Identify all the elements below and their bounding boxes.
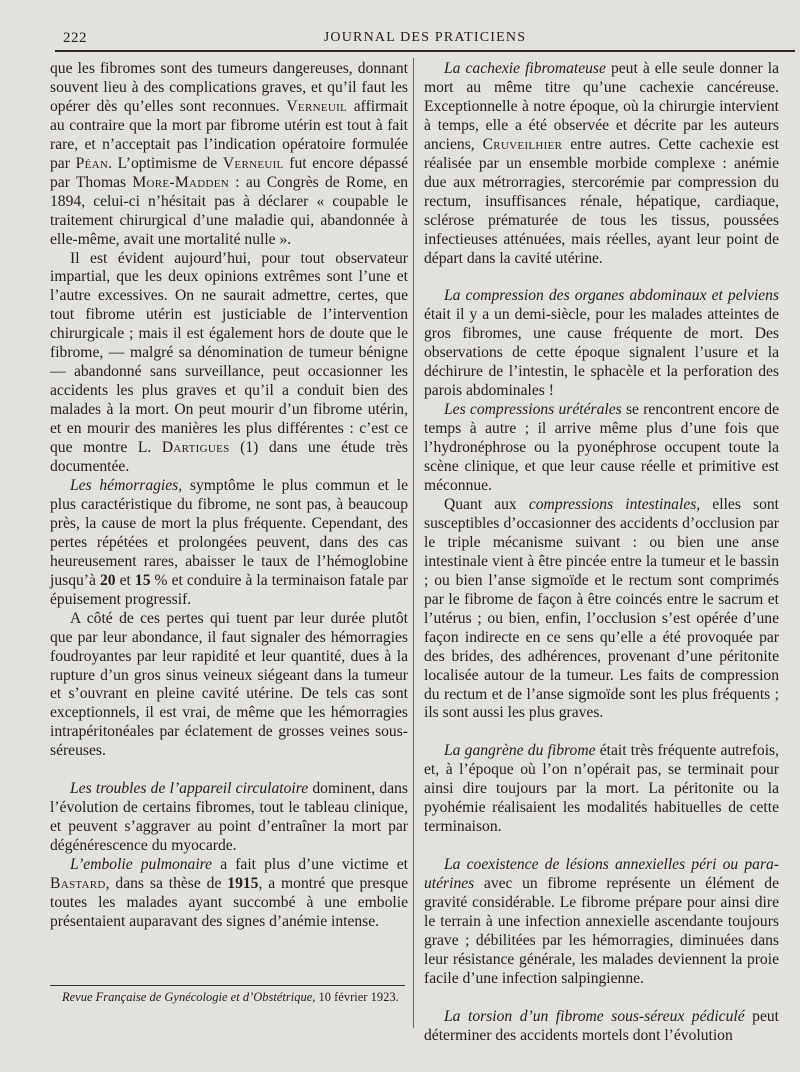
paragraph-embolie <box>50 856 408 932</box>
section-lead: La torsion d’un fibrome sous-séreux pédiculé <box>444 1007 745 1025</box>
text: était très fréquente autrefois, et, à l’époque où l’on n’opérait pas, se terminait pour ainsi dire toujours par la mort. La péritonite ou la pyohémie réalisaient les modalités habituelles de cette terminaison. <box>424 742 779 836</box>
paragraph-cachexie <box>424 60 779 268</box>
text: , a montré que presque toutes les malades ayant succombé à une embolie présentaient auparavant des signes d’anémie intense. <box>50 875 408 930</box>
text: , dans sa thèse de <box>105 875 228 893</box>
paragraph-hemorragies <box>50 477 408 610</box>
text: entre autres. Cette cachexie est réalisée par un ensemble morbide complexe : anémie due aux métrorragies, stercorémie par compression du rectum, insuffisances rénale, hépatique, cardiaque, sclérose prématurée de tous les tissus, poussées infectieuses atténuées, mais réelles, ayant leur point de départ dans la cavité utérine. <box>424 135 779 267</box>
number: 1915 <box>227 875 259 893</box>
number: 20 <box>99 571 116 589</box>
journal-title: JOURNAL DES PRATICIENS <box>323 30 527 45</box>
section-lead: La gangrène du fibrome <box>444 742 596 760</box>
author-name: More-Madden <box>132 173 230 191</box>
text: elles sont susceptibles d’occasionner des accidents d’occlusion par le triple mécanisme suivant : ou bien une anse intestinale vient à être pincée entre la tumeur et le bassin ; ou bien l’anse sigmoïde et le rectum sont comprimés par le fibrome de façon à être coincés entre le sacrum et l’utérus ; ou bien, enfin, l’occlusion s’est opérée d’une façon indirecte en ce sens qu’elle a été provoquée par des brides, des adhérences, provenant d’une péritonite localisée autour de la tumeur. Les faits de compression du rectum et de l’anse sigmoïde sont les plus fréquents ; ils sont aussi les plus graves. <box>424 495 779 722</box>
section-lead: L’embolie pulmonaire <box>70 856 213 874</box>
text: peut déterminer des accidents mortels dont l’évolution <box>424 1007 780 1044</box>
text: dominent, dans l’évolution de certains fibromes, tout le tableau clinique, et peuvent s’aggraver au point d’entraîner la mort par dégénérescence du myocarde. <box>50 780 409 855</box>
author-name: Verneuil <box>222 154 284 172</box>
text: % et conduire à la terminaison fatale par épuisement progressif. <box>50 571 408 608</box>
text: Il est évident aujourd’hui, pour tout observateur impartial, que les deux opinions extrêmes sont l’une et l’autre excessives. On ne saurait admettre, certes, que tout fibrome utérin est justiciable de l’intervention chirurgicale ; mais il est également hors de doute que le fibrome, — malgré sa dénomination de tumeur bénigne — abandonné sans surveillance, peut occasionner les accidents les plus graves et qu’il a conduit bien des malades à la mort. On peut mourir d’un fibrome utérin, et en mourir des manières les plus différentes : c’est ce que montre L. <box>50 249 408 457</box>
text: a fait plus d’une victime et <box>212 856 408 874</box>
author-name: Péan <box>75 154 109 172</box>
left-column <box>50 60 408 932</box>
footnote-source: Revue Française de Gynécologie et d’Obstétrique, <box>62 990 316 1004</box>
section-lead: Les troubles de l’appareil circulatoire <box>70 780 309 798</box>
paragraph-ureterales <box>424 401 779 496</box>
text: affirmait au contraire que la mort par fibrome utérin est tout à fait rare, et n’acceptait pas l’indication opératoire formulée par <box>50 97 408 172</box>
text: avec un fibrome représente un élément de gravité considérable. Le fibrome prépare pour ainsi dire le terrain à une infection annexielle ascendante toujours grave ; débilitées par les hémorragies, diminuées dans leur résistance générale, les malades deviennent la proie facile d’une infection salpingienne. <box>424 875 779 987</box>
right-column <box>424 60 779 1046</box>
paragraph-annexielles <box>424 856 779 989</box>
text: fut encore dépassé par Thomas <box>50 154 409 191</box>
paragraph-fibromes-opinions <box>50 60 408 250</box>
footnote-date: 10 février 1923. <box>315 990 399 1004</box>
section-lead: Les hémorragies, <box>70 476 183 494</box>
text: peut à elle seule donner la mort au même titre qu’une cachexie cancéreuse. Exceptionnelle à notre époque, où la chirurgie intervient à temps, elle a été observée et décrite par les auteurs anciens, <box>424 60 779 153</box>
paragraph-torsion <box>424 1008 779 1046</box>
paragraph-evident <box>50 250 408 477</box>
section-lead: compressions intestinales, <box>528 495 701 513</box>
text: . L’optimisme de <box>108 154 223 172</box>
author-name: Verneuil <box>286 97 348 115</box>
paragraph-intestinales <box>424 496 779 723</box>
section-lead: La coexistence de lésions annexielles péri ou para-utérines <box>424 856 779 893</box>
text: et <box>115 571 135 589</box>
text: symptôme le plus commun et le plus caractéristique du fibrome, ne sont pas, à beaucoup près, la cause de mort la plus fréquente. Cependant, des pertes répétées et prolongées peuvent, dans des cas heureusement rares, abaisser le taux de l’hémoglobine jusqu’à <box>50 476 408 589</box>
section-lead: La cachexie fibromateuse <box>444 60 606 77</box>
paragraph-gangrene <box>424 742 779 837</box>
footnote <box>62 990 407 1005</box>
section-lead: La compression des organes abdominaux et pelviens <box>444 287 779 305</box>
text: était il y a un demi-siècle, pour les malades atteintes de gros fibromes, une cause fréquente de mort. Des observations de cette époque signalent l’usure et la déchirure de l’intestin, le sphacèle et la perforation des parois abdominales ! <box>424 306 779 400</box>
text: que les fibromes sont des tumeurs dangereuses, donnant souvent lieu à des complications graves, et qu’il faut les opérer dès qu’elles sont reconnues. <box>50 60 408 115</box>
section-lead: Les compressions urétérales <box>444 401 622 419</box>
page-header <box>55 30 795 52</box>
text: Quant aux <box>444 495 529 513</box>
text: : au Congrès de Rome, en 1894, celui-ci n’hésitait pas à déclarer « coupable le traitement chirurgical d’une maladie qui, abandonnée à elle-même, avait une mortalité nulle ». <box>50 173 409 248</box>
paragraph-circulatoire <box>50 780 408 856</box>
paragraph-compression-organes <box>424 287 779 401</box>
text: se rencontrent encore de temps à autre ; il arrive même plus d’une fois que l’hydronéphrose ou la pyonéphrose occupent toute la scène clinique, et que leur cause réelle et primitive est méconnue. <box>424 401 779 495</box>
number: 15 <box>134 571 151 589</box>
footnote-rule <box>50 985 405 986</box>
column-divider <box>413 58 414 1028</box>
author-name: Dartigues <box>161 439 230 457</box>
author-name: Bastard <box>50 875 106 893</box>
author-name: Cruveilhier <box>482 135 563 153</box>
page-number: 222 <box>63 30 87 46</box>
text: (1) dans une étude très documentée. <box>50 439 408 476</box>
paragraph-pertes: A côté de ces pertes qui tuent par leur durée plutôt que par leur abondance, il faut signaler des hémorragies foudroyantes par leur rapidité et leur quantité, dues à la rupture d’un gros sinus veineux siégeant dans la tumeur et s’ouvrant en pleine cavité utérine. De tels cas sont exceptionnels, il est vrai, de même que les hémorragies intrapéritonéales par éclatement de grosses veines sous-séreuses. <box>50 609 408 760</box>
